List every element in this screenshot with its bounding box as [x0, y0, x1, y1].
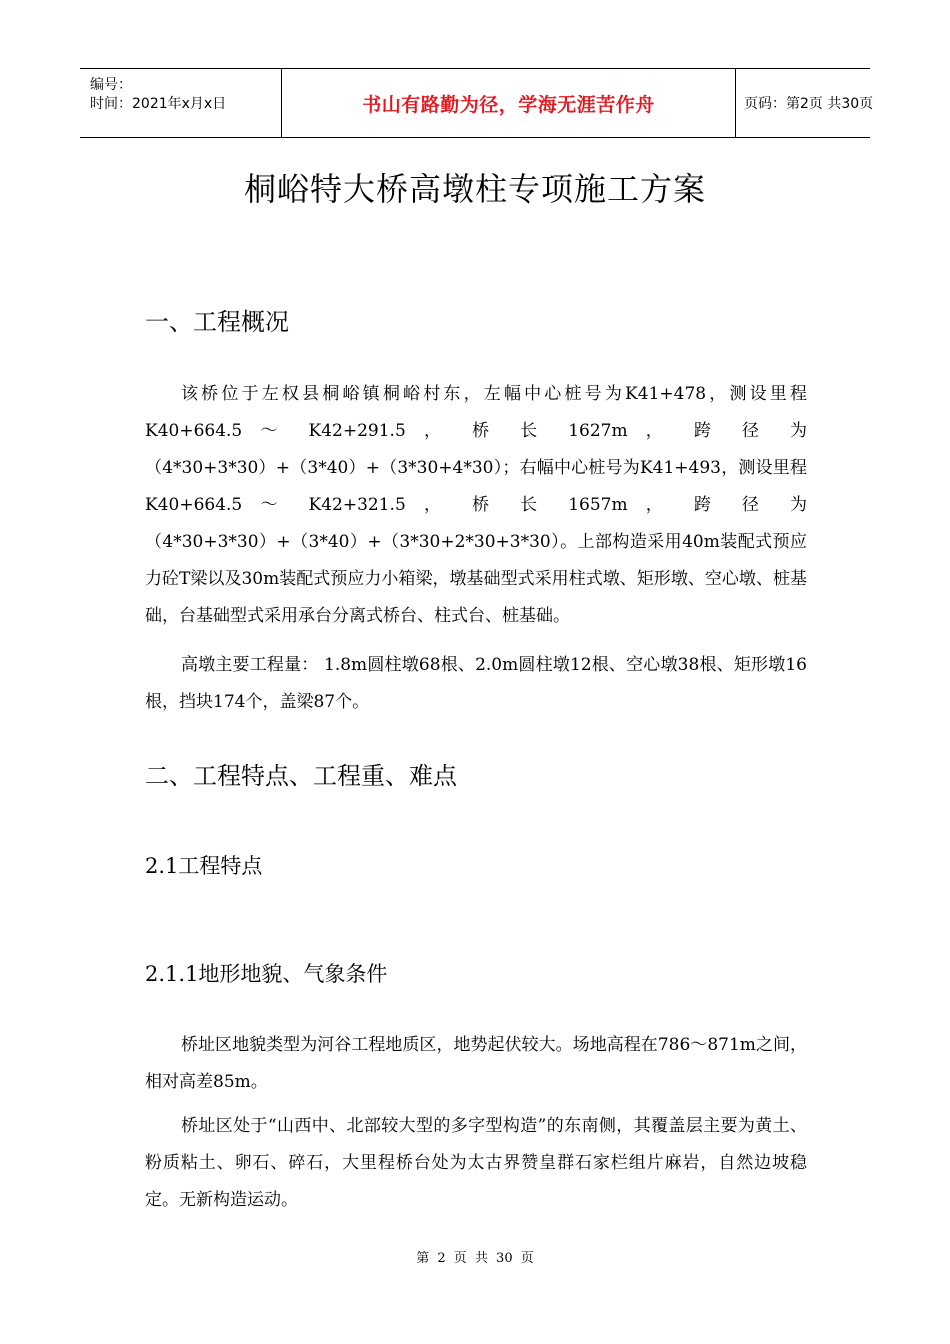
terrain-paragraph-2: 桥址区处于“山西中、北部较大型的多字型构造”的东南侧，其覆盖层主要为黄土、粉质粘土、卵石、碎石，大里程桥台处为太古界赞皇群石家栏组片麻岩，自然边坡稳定。无新构造运动。 [145, 1116, 807, 1210]
overview-paragraph-1: 该桥位于左权县桐峪镇桐峪村东，左幅中心桩号为K41+478，测设里程K40+664.5 ～ K42+291.5 ， 桥 长 1627m ， 跨 径 为（4*30+3*30）+（3*40）+（3*30+4*30）；右幅中心桩号为K41+493，测设里程 K40+664.5 ～ K42+321.5 ， 桥 长 1657m ， 跨 径 为（4*30+3*30）+（3*40）+（3*30+2*30+3*30）。上部构造采用40m装配式预应力砼T梁以及30m装配式预应力小箱梁，墩基础型式采用柱式墩、矩形墩、空心墩、桩基础，台基础型式采用承台分离式桥台、柱式台、桩基础。 [145, 384, 807, 626]
section-heading-overview: 一、工程概况 [145, 308, 289, 336]
header-info-cell [80, 69, 280, 137]
header-time-label: 时间：2021年x月x日 [90, 96, 227, 112]
subsection-heading-2-1-1: 2.1.1地形地貌、气象条件 [145, 962, 388, 986]
page-header [80, 68, 874, 138]
terrain-paragraph-1: 桥址区地貌类型为河谷工程地质区，地势起伏较大。场地高程在786～871m之间，相对高差85m。 [145, 1035, 807, 1092]
document-title: 桐峪特大桥高墩柱专项施工方案 [243, 170, 706, 208]
overview-paragraph-2: 高墩主要工程量： 1.8m圆柱墩68根、2.0m圆柱墩12根、空心墩38根、矩形墩16根，挡块174个，盖梁87个。 [145, 655, 807, 712]
header-number-label: 编号： [90, 77, 132, 93]
header-motto: 书山有路勤为径，学海无涯苦作舟 [362, 93, 655, 116]
page-footer: 第 2 页 共 30 页 [416, 1251, 534, 1266]
section-heading-features: 二、工程特点、工程重、难点 [145, 762, 457, 790]
header-page-label: 页码：第2页 共30页 [744, 96, 874, 112]
subsection-heading-2-1: 2.1工程特点 [145, 854, 263, 878]
